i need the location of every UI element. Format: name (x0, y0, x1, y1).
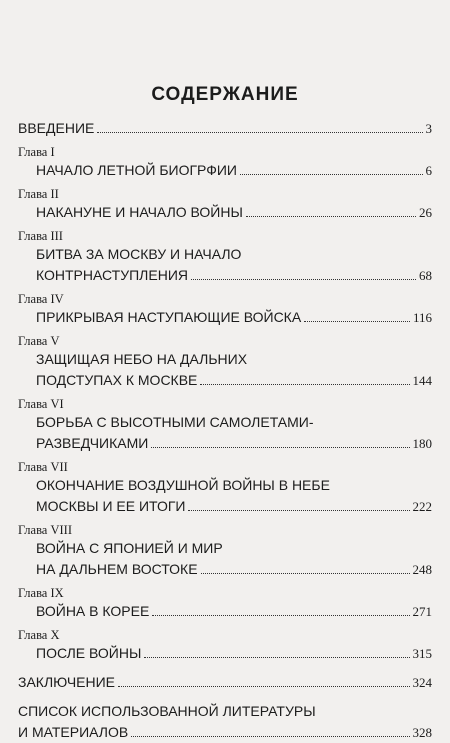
dot-leader (201, 559, 410, 574)
toc-entry-text: БИТВА ЗА МОСКВУ И НАЧАЛО (36, 246, 242, 262)
toc-entry-text: СПИСОК ИСПОЛЬЗОВАННОЙ ЛИТЕРАТУРЫ (18, 703, 316, 719)
toc-entry-conclusion (18, 672, 432, 693)
toc-entry-chapter-6 (18, 433, 432, 454)
toc-entry-text: ПРИКРЫВАЯ НАСТУПАЮЩИЕ ВОЙСКА (36, 309, 302, 325)
toc-entry-text: МОСКВЫ И ЕЕ ИТОГИ (36, 498, 186, 514)
toc-page-number: 144 (412, 373, 432, 388)
toc-entry-chapter-3 (18, 265, 432, 286)
chapter-label: Глава IV (18, 292, 64, 306)
toc-entry-chapter-9 (18, 601, 432, 622)
toc-entry-chapter-8-line-1 (18, 538, 432, 559)
toc-entry-text: ОКОНЧАНИЕ ВОЗДУШНОЙ ВОЙНЫ В НЕБЕ (36, 477, 330, 493)
chapter-label: Глава IX (18, 586, 64, 600)
dot-leader (144, 643, 409, 658)
toc-page-number: 6 (425, 163, 432, 178)
dot-leader (151, 433, 409, 448)
toc-entry-references (18, 722, 432, 743)
toc-entry-text: НА ДАЛЬНЕМ ВОСТОКЕ (36, 561, 198, 577)
toc-entry-chapter-6-line-1 (18, 412, 432, 433)
table-of-contents (18, 118, 432, 743)
toc-entry-chapter-2 (18, 202, 432, 223)
dot-leader (246, 202, 416, 217)
toc-entry-text: ПОСЛЕ ВОЙНЫ (36, 645, 142, 661)
chapter-label: Глава VIII (18, 523, 72, 537)
toc-page-number: 324 (412, 675, 432, 690)
toc-entry-text: ВОЙНА В КОРЕЕ (36, 603, 150, 619)
toc-entry-text: НАКАНУНЕ И НАЧАЛО ВОЙНЫ (36, 204, 243, 220)
toc-page-number: 248 (412, 562, 432, 577)
toc-entry-text: ЗАЩИЩАЯ НЕБО НА ДАЛЬНИХ (36, 351, 248, 367)
chapter-label: Глава VI (18, 397, 64, 411)
page-title: СОДЕРЖАНИЕ (151, 84, 299, 105)
toc-entry-chapter-7 (18, 496, 432, 517)
toc-page-number: 328 (412, 725, 432, 740)
dot-leader (240, 160, 423, 175)
toc-entry-text: РАЗВЕДЧИКАМИ (36, 435, 149, 451)
chapter-label: Глава V (18, 334, 60, 348)
toc-entry-chapter-5 (18, 370, 432, 391)
toc-entry-text: И МАТЕРИАЛОВ (18, 724, 129, 740)
dot-leader (304, 307, 410, 322)
toc-entry-text: ВОЙНА С ЯПОНИЕЙ И МИР (36, 540, 223, 556)
dot-leader (152, 601, 409, 616)
toc-page-number: 116 (412, 310, 432, 325)
dot-leader (118, 672, 410, 687)
toc-entry-text: ПОДСТУПАХ К МОСКВЕ (36, 372, 198, 388)
toc-page-number: 271 (412, 604, 432, 619)
chapter-label: Глава II (18, 187, 59, 201)
toc-entry-text: ЗАКЛЮЧЕНИЕ (18, 674, 115, 690)
dot-leader (191, 265, 416, 280)
toc-entry-chapter-5-line-1 (18, 349, 432, 370)
toc-entry-chapter-10 (18, 643, 432, 664)
toc-entry-text: ВВЕДЕНИЕ (18, 120, 95, 136)
chapter-label: Глава X (18, 628, 60, 642)
chapter-label: Глава III (18, 229, 63, 243)
toc-page-number: 315 (412, 646, 432, 661)
dot-leader (200, 370, 409, 385)
toc-entry-chapter-4 (18, 307, 432, 328)
chapter-label: Глава VII (18, 460, 68, 474)
toc-page-number: 180 (412, 436, 432, 451)
toc-entry-chapter-7-line-1 (18, 475, 432, 496)
toc-entry-text: КОНТРНАСТУПЛЕНИЯ (36, 267, 188, 283)
toc-entry-chapter-1 (18, 160, 432, 181)
toc-page-number: 3 (425, 121, 432, 136)
dot-leader (131, 722, 409, 737)
toc-entry-chapter-8 (18, 559, 432, 580)
dot-leader (188, 496, 409, 511)
toc-page-number: 222 (412, 499, 432, 514)
dot-leader (97, 118, 422, 133)
toc-entry-references-line-1 (18, 701, 432, 722)
toc-page-number: 68 (419, 268, 432, 283)
toc-entry-chapter-3-line-1 (18, 244, 432, 265)
toc-entry-intro (18, 118, 432, 139)
toc-page-number: 26 (419, 205, 432, 220)
toc-entry-text: НАЧАЛО ЛЕТНОЙ БИОГРФИИ (36, 162, 237, 178)
chapter-label: Глава I (18, 145, 55, 159)
toc-entry-text: БОРЬБА С ВЫСОТНЫМИ САМОЛЕТАМИ- (36, 414, 314, 430)
